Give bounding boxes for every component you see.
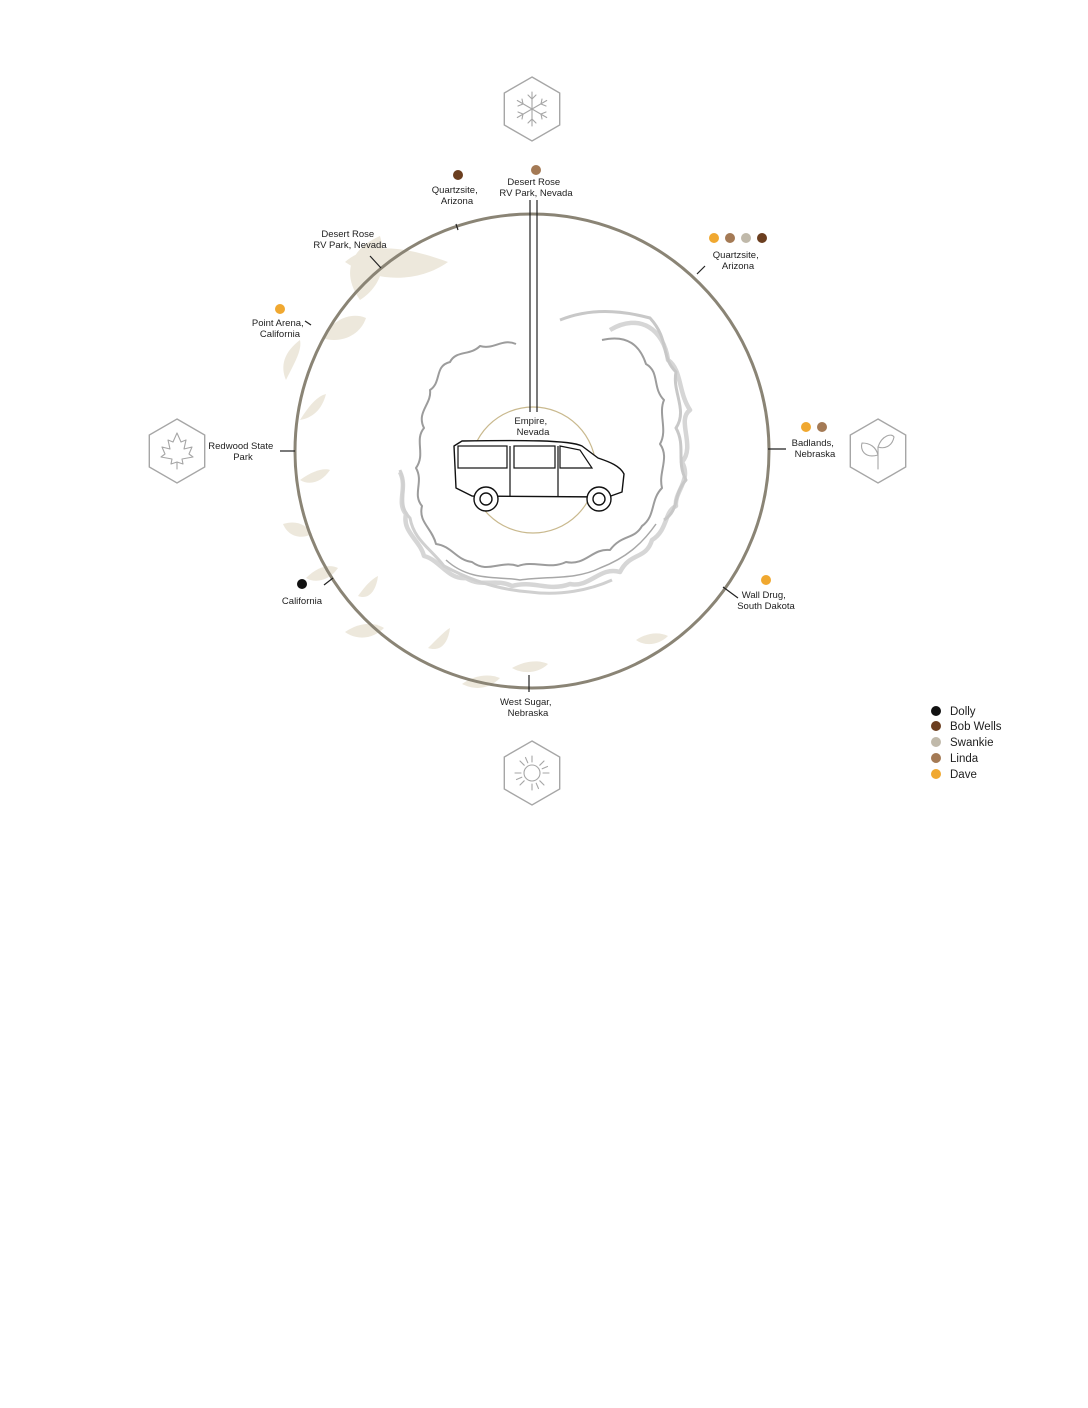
season-winter: [504, 77, 559, 141]
location-label-desert-rose-left: Desert Rose RV Park, Nevada: [313, 229, 387, 251]
legend-item-bob-wells: [931, 721, 1002, 733]
snowflake-icon: [517, 92, 546, 126]
center-connector: [530, 200, 537, 412]
svg-text:Swankie: Swankie: [950, 737, 994, 749]
legend-swatch: [931, 737, 941, 747]
center-label: Empire, Nevada: [514, 416, 550, 438]
location-label-quartzsite-right: Quartzsite, Arizona: [712, 250, 759, 272]
location-dot: [741, 233, 751, 243]
legend-swatch: [931, 769, 941, 779]
location-dot: [297, 579, 307, 589]
season-spring: [850, 419, 905, 483]
location-label-quartzsite-top: Quartzsite, Arizona: [431, 185, 478, 207]
legend: [931, 706, 1002, 781]
location-dot: [531, 165, 541, 175]
legend-swatch: [931, 721, 941, 731]
location-dot: [453, 170, 463, 180]
location-dot: [817, 422, 827, 432]
legend-item-dolly: [931, 706, 976, 718]
legend-item-swankie: [931, 737, 993, 749]
legend-swatch: [931, 706, 941, 716]
svg-text:Dolly: Dolly: [950, 706, 976, 718]
svg-text:Linda: Linda: [950, 753, 979, 765]
location-dot: [801, 422, 811, 432]
svg-text:Bob Wells: Bob Wells: [950, 721, 1002, 733]
legend-item-dave: [931, 769, 977, 781]
location-dot: [709, 233, 719, 243]
location-label-point-arena: Point Arena, California: [251, 318, 304, 340]
season-autumn: [149, 419, 204, 483]
maple-leaf-icon: [161, 433, 193, 469]
location-label-california: California: [281, 596, 323, 607]
sprout-icon: [862, 435, 894, 469]
location-label-badlands: Badlands, Nebraska: [791, 438, 836, 460]
location-label-redwood: Redwood State Park: [208, 441, 274, 463]
location-label-desert-rose-top: Desert Rose RV Park, Nevada: [499, 177, 573, 199]
location-dot: [757, 233, 767, 243]
van-icon: [454, 441, 624, 511]
location-label-west-sugar: West Sugar, Nebraska: [499, 697, 552, 719]
season-summer: [504, 741, 559, 805]
sun-icon: [515, 756, 549, 790]
svg-text:Dave: Dave: [950, 769, 977, 781]
legend-swatch: [931, 753, 941, 763]
location-dot: [725, 233, 735, 243]
location-dot: [761, 575, 771, 585]
location-dot: [275, 304, 285, 314]
location-label-wall-drug: Wall Drug, South Dakota: [737, 590, 795, 612]
legend-item-linda: [931, 753, 979, 765]
